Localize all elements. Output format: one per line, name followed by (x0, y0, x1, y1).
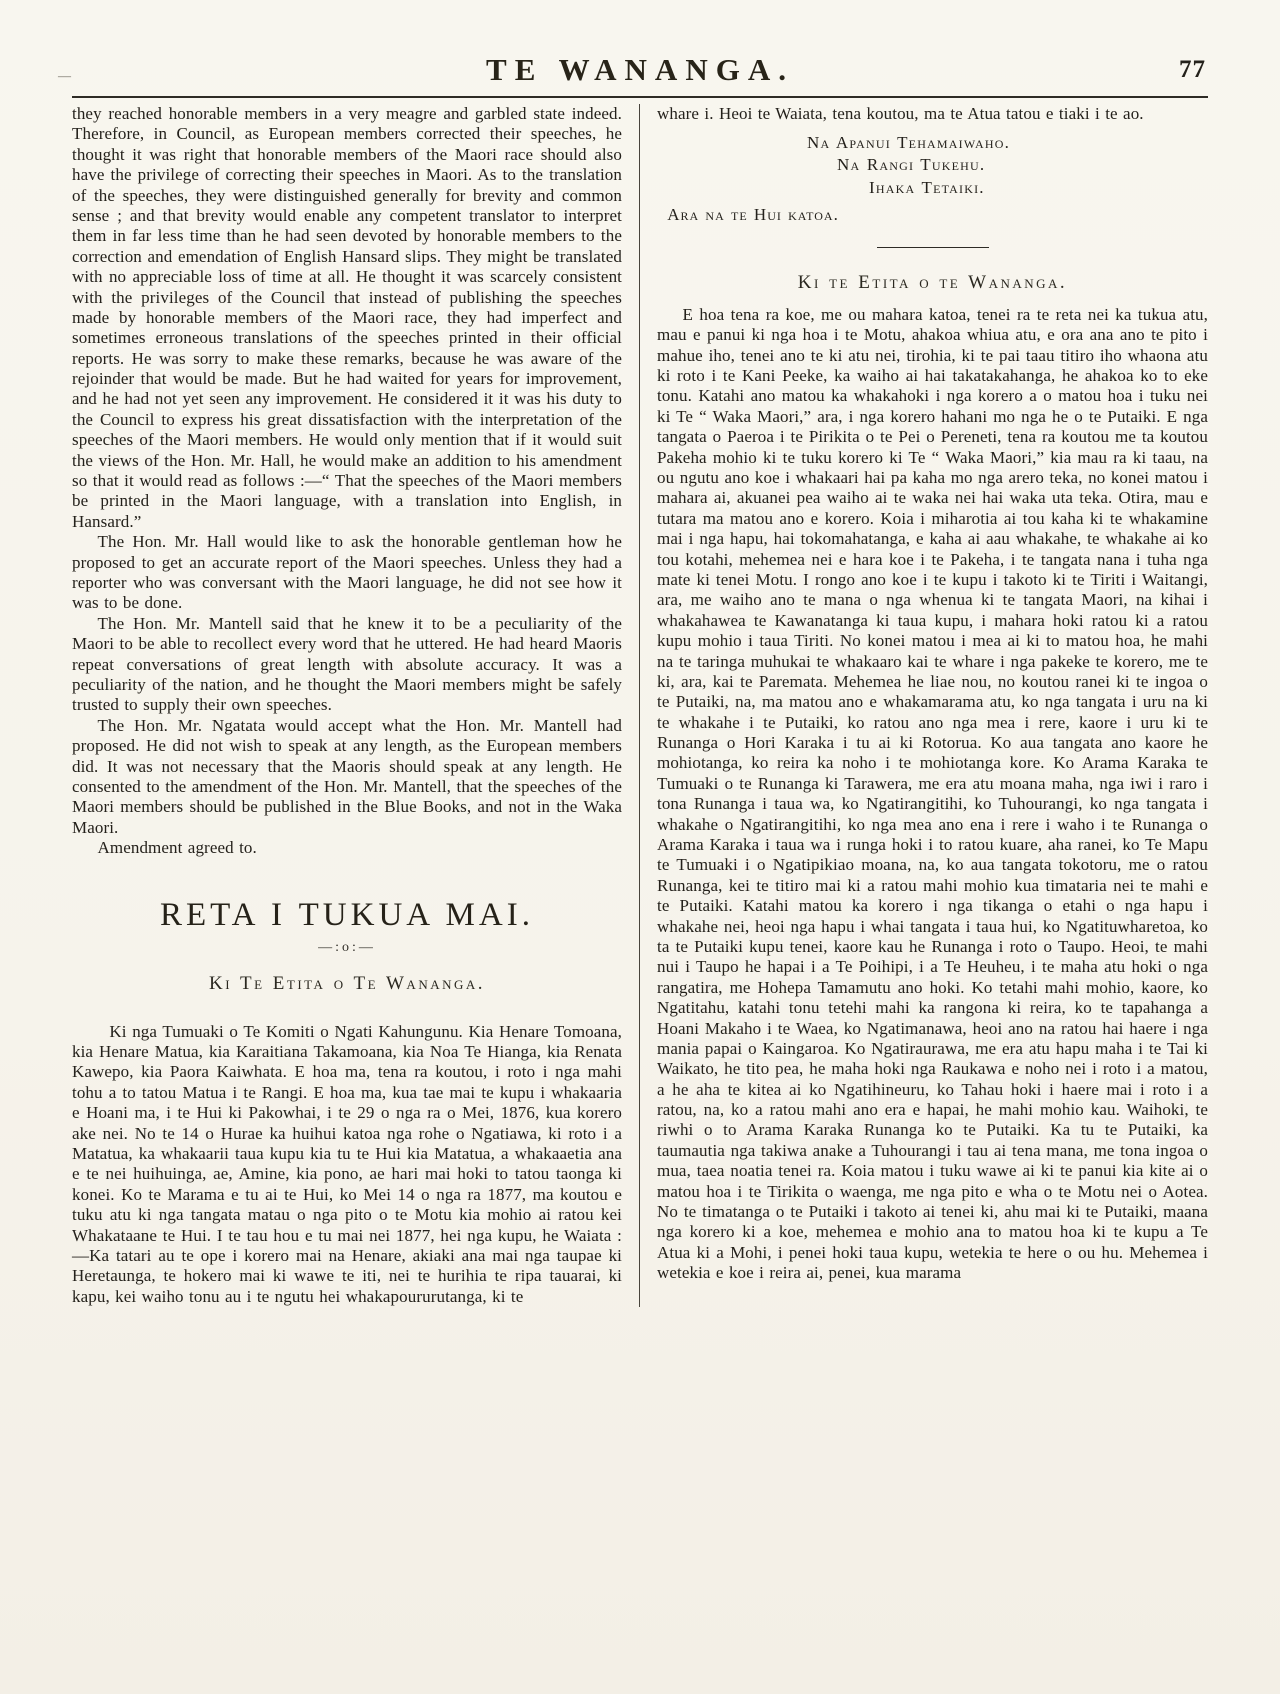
continuation-paragraph: whare i. Heoi te Waiata, tena koutou, ma te Atua tatou e tiaki i te ao. (657, 104, 1144, 123)
letter-body: E hoa tena ra koe, me ou mahara katoa, tenei ra te reta nei ka tukua atu, mau e panui ki nga hoa i te Motu, ahakoa whiua atu, e ora ana ano te pito i mahue iho, tenei ano te ki atu nei, tirohia, ki te pai taau titiro iho whaona atu ki roto i te Kani Peeke, ka waiho ai hai takatakahanga, he ahakoa ko to eke tonu. Katahi ano matou ka whakahoki i nga korero a o matou hoa i tuku nei ki Te “ Waka Maori,” ara, i nga korero hahani mo nga he o te Putaiki. E nga tangata o Paeroa i te Pirikita o te Pei o Pereneti, tena ra koutou me ta koutou Pakeha mohio ki te tuku korero ki Te “ Waka Maori,” kia mau ra ki taau, na ou ngutu ano koe i whakaari hai pa kaha mo nga arero teka, no konei matou i mahara ai, akuanei pea waiho ai te waka nei hai waka uta teka. Otira, mau e tutara ma matou ano e korero. Koia i miharotia ai tou kaha ki te whakamine mai i nga hapu, hai tokomahatanga, e kaha ai aau whakahe, te whakahe ai ko tou kotahi, mehemea nei e hara koe i te Pakeha, i te tangata nana i tuha nga mate ki tenei Motu. I rongo ano koe i te kupu i takoto ki te Tiriti i Waitangi, ara, me waiho ano te mana o nga whenua ki te tangata Maori, na kihai i whakahawea te Kawanatanga ki taua kupu, i mahara hoki ratou ki a ratou kupu mohio i taua Tiriti. No konei matou i mea ai ki to matou hoa, he mahi na te taringa muhukai te whakaaro kai te whare i nga pakeke te korero, me te ki, ara, kai te Paremata. Mehemea he liae nou, no koutou ranei ki te ingoa o te Putaiki, na, ma matou ano e whakamarama atu, ko nga tangata i uru na ki te whakahe i te Putaiki, ko ratou ano nga mea i rere, kaore i uru ki te Runanga o Hori Karaka i tu ai ki Rotorua. Ko aua tangata ano kaore he mohiotanga, ko reira ka noho i te mohiotanga kore. Ko Arama Karaka te Tumuaki o te Runanga ki Tarawera, me era atu moana maha, nga iwi i raro i tona Runanga i taua wa, ko Ngatirangitihi, ko Tuhourangi, ko nga tangata i whakahe o Ngatirangitihi, ko nga mea ano ena i rere i waho i te Runanga o Arama Karaka i taua wa i runga hoki i to ratou kuare, aha ranei, ko Te Mapu te Tumuaki i o Ngatipikiao moana, na, ko aua tangata tokotoru, me o ratou Runanga, kei te titiro mai ki a ratou mahi mohio kua timataria nei te mahi e te Putaiki. Katahi matou ka korero i nga tikanga o etahi o nga hapu i whakahe nei, heoi nga hapu i whai tangata i taua hui, ko Ngatituwharetoa, ko ta te Putaiki kupu tenei, kaore kau he Runanga i roto o Taupo. Heoi, te mahi nui i Taupo he hapai i a Te Poihipi, i a Te Heuheu, i te maha atu hoki o nga rangatira, me Hohepa Tamamutu ano hoki. Ko tetahi mahi mohio, kaore, ko Ngatitahu, katahi tonu tetehi mahi ka rangona ki reira, ko te tapahanga a Hoani Makaho i te Waea, ko Ngatimanawa, heoi ano na ratou hai haere i nga mania papai o Kaingaroa. Ko Ngatiraurawa, me era atu hapu maha i te Tai ki Waikato, he tito pea, he maha hoki nga Raukawa e noho nei i roto i a matou, a he aha te kitea ai ko Ngatihineuru, ko Tahau hoki i haere mai i roto i a ratou, na, ko a ratou mahi ano era e hapai, he mahi mohio kau. Waihoki, te riwhi o to Arama Karaka Runanga ko te Putaiki. Ka tu te Putaiki, ka taumautia nga takiwa anake a Tuhourangi i tau ai tena mana, me tona ingoa o mua, taea noatia tenei ra. Koia matou i tuku wawe ai ki te panui kia kite ai o matou hoa i te Tirikita o waenga, me nga pito e wha o te Motu nei o Aotea. No te timatanga o te Putaiki i takoto ai tenei ki, ahu mai ki te Putaiki, maana nga korero ki a koe, mehemea e mohio ana to matou hoa ki te kupu a Te Atua ki a Mohi, i penei hoki taua kupu, wetekia te here o ou hu. Mehemea i wetekia e koe i reira ai, penei, kua marama (657, 304, 1208, 1283)
article-paragraph: The Hon. Mr. Hall would like to ask the honorable gentleman how he proposed to get an accurate report of the Maori speeches. Unless they had a reporter who was conversant with the Maori language, he did not see how it was to be done. (72, 532, 622, 613)
signature-line: Na Apanui Tehamaiwaho. (807, 133, 1011, 153)
section-heading: RETA I TUKUA MAI. (160, 897, 534, 934)
signature-line: Ihaka Tetaiki. (869, 177, 985, 197)
left-column (72, 104, 640, 1307)
signature-block (657, 132, 1208, 198)
section-subheading: Ki Te Etita o Te Wananga. (208, 972, 486, 994)
signature-line: Na Rangi Tukehu. (837, 155, 986, 175)
masthead (58, 52, 1208, 98)
page-title: TE WANANGA. (486, 52, 794, 87)
article-paragraph: Amendment agreed to. (97, 838, 257, 858)
attestation-line: Ara na te Hui katoa. (667, 204, 839, 224)
page-columns (72, 104, 1208, 1307)
page-number: 77 (1179, 56, 1206, 83)
section-ornament: —:o:— (318, 940, 376, 956)
letter-paragraph: Ki nga Tumuaki o Te Komiti o Ngati Kahungunu. Kia Henare Tomoana, kia Henare Matua, kia Karaitiana Takamoana, kia Noa Te Hianga, kia Renata Kawepo, kia Paora Kaiwhata. E hoa ma, tena ra koutou, i roto i nga mahi tohu a to tatou Matua i te Rangi. E hoa ma, kua tae mai te kupu i whakaaria e Hoani ma, i te Hui ki Pakowhai, i te 29 o nga ra o Mei, 1876, kua korero ake nei. No te 14 o Hurae ka huihui katoa nga rohe o Ngatiawa, ki roto i a Matatua, ka whakaarii taua kupu kia tu te Hui kia Matatua, a whakaaetia ana e te nei huihuinga, ae, Amine, kia pono, ae hari mai hoki to tatou taonga ki konei. Ko te Marama e tu ai te Hui, ko Mei 14 o nga ra 1877, ma koutou e tuku atu ki nga tangata matau o nga pito o te Motu kia mohio ai ratou kei Whakataane te Hui. I te tau hou e tu mai nei 1877, hei nga kupu, he Waiata :—Ka tatari au te ope i korero mai na Henare, akiaki ana mai nga taupae ki Heretaunga, te hokero mai ki wawe te iti, nei te hurihia te ripa tauarai, ki kapu, kei waiho tonu au i te ngutu hei whakapoururutanga, ki te (72, 1021, 622, 1306)
section-divider (877, 247, 989, 248)
article-paragraph: The Hon. Mr. Ngatata would accept what the Hon. Mr. Mantell had proposed. He did not wish to speak at any length, as the European members did. It was not necessary that the Maoris should speak at any length. He consented to the amendment of the Hon. Mr. Mantell, that the speeches of the Maori members should be published in the Blue Books, and not in the Waka Maori. (72, 715, 622, 837)
margin-mark: — (58, 68, 71, 83)
article-paragraph: The Hon. Mr. Mantell said that he knew it to be a peculiarity of the Maori to be able to recollect every word that he uttered. He had heard Maoris repeat conversations of great length with absolute accuracy. It was a peculiarity of the nation, and he thought the Maori members might be safely trusted to supply their own speeches. (72, 613, 622, 715)
right-column (640, 104, 1208, 1307)
article-paragraph: they reached honorable members in a very meagre and garbled state indeed. Therefore, in Council, as European members corrected their speeches, he thought it was right that honorable members of the Maori race should also have the privilege of correcting their speeches in Maori. As to the translation of the speeches, they were distinguished generally for brevity and common sense ; and that brevity would enable any competent translator to interpret them in far less time than he had seen devoted by honorable members to the correction and emendation of English Hansard slips. They might be translated with no appreciable loss of time at all. He thought it was scarcely consistent with the privileges of the Council that instead of publishing the speeches made by honorable members of the Maori race, they had imperfect and sometimes erroneous translations of the speeches printed in their official reports. He was sorry to make these remarks, because he was aware of the rejoinder that would be made. But he had waited for years for improvement, and he had not yet seen any improvement. He considered it it was his duty to the Council to express his great dissatisfaction with the interpretation of the speeches of the Maori members. He would only mention that if it would suit the views of the Hon. Mr. Hall, he would make an addition to his amendment so that it would read as follows :—“ That the speeches of the Maori members be printed in the Maori language, with a translation into English, in Hansard.” (72, 104, 622, 531)
letter-heading: Ki te Etita o te Wananga. (797, 272, 1068, 294)
